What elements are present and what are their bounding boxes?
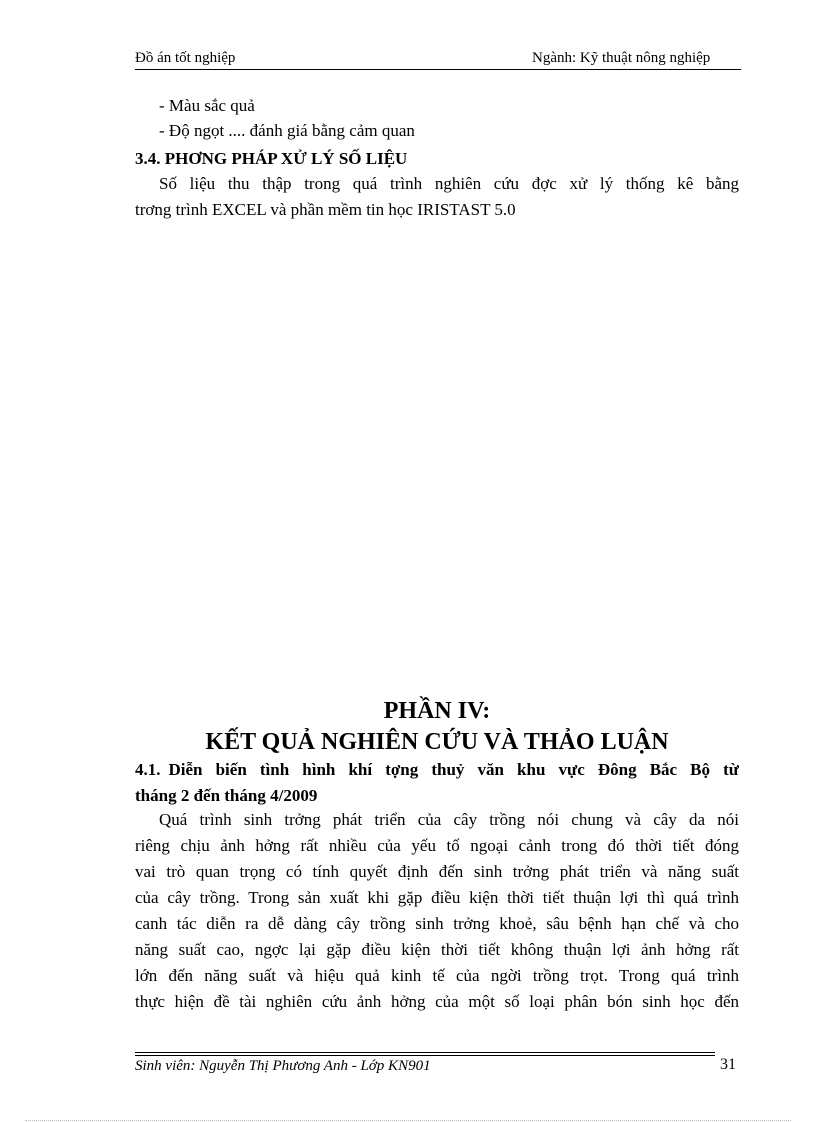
paragraph-line: canh tác diễn ra dễ dàng cây trồng sinh trởng khoẻ, sâu bệnh hạn chế và cho	[135, 914, 739, 933]
paragraph-line: năng suất cao, ngợc lại gặp điều kiện thời tiết không thuận lợi ảnh hởng rất	[135, 940, 739, 959]
list-item: - Màu sắc quả	[159, 96, 255, 115]
page-number: 31	[720, 1056, 736, 1073]
paragraph-line: riêng chịu ảnh hởng rất nhiều của yếu tố ngoại cảnh trong đó thời tiết đóng	[135, 836, 739, 855]
footer-student: Sinh viên: Nguyễn Thị Phương Anh - Lớp KN901	[135, 1058, 431, 1074]
paragraph-line: vai trò quan trọng có tính quyết định đến sinh trởng phát triển và năng suất	[135, 862, 739, 881]
paragraph-line: trơng trình EXCEL và phần mềm tin học IRISTAST 5.0	[135, 200, 516, 219]
header-right: Ngành: Kỹ thuật nông nghiệp	[532, 50, 711, 66]
page-edge-divider	[25, 1120, 791, 1121]
section-number: 4.1.	[135, 760, 161, 779]
section-heading: 3.4. PHƠNG PHÁP XỬ LÝ SỐ LIỆU	[135, 149, 408, 168]
footer-rule	[135, 1052, 715, 1053]
section-heading-line: tháng 2 đến tháng 4/2009	[135, 786, 318, 805]
paragraph-line: Số liệu thu thập trong quá trình nghiên cứu đợc xử lý thống kê bằng	[159, 174, 739, 193]
part-subtitle: KẾT QUẢ NGHIÊN CỨU VÀ THẢO LUẬN	[205, 729, 669, 755]
section-heading	[135, 757, 739, 809]
section-heading-line	[135, 757, 739, 783]
footer-rule	[135, 1055, 715, 1056]
paragraph-line: lớn đến năng suất và hiệu quả kinh tế của ngời trồng trọt. Trong quá trình	[135, 966, 739, 985]
header-rule	[135, 69, 741, 70]
part-title: PHẦN IV:	[383, 698, 491, 724]
paragraph-line: thực hiện đề tài nghiên cứu ảnh hởng của một số loại phân bón sinh học đến	[135, 992, 739, 1011]
section-heading-text: Diễn biến tình hình khí tợng thuỷ văn khu vực Đông Bắc Bộ từ	[168, 760, 739, 779]
paragraph-line: của cây trồng. Trong sản xuất khi gặp điều kiện thời tiết thuận lợi thì quá trình	[135, 888, 739, 907]
list-item: - Độ ngọt .... đánh giá bằng cảm quan	[159, 121, 415, 140]
section-paragraph	[135, 807, 739, 1015]
paragraph-line: Quá trình sinh trởng phát triển của cây trồng nói chung và cây da nói	[159, 810, 739, 829]
header-left: Đồ án tốt nghiệp	[135, 50, 236, 66]
section-paragraph	[135, 171, 739, 223]
